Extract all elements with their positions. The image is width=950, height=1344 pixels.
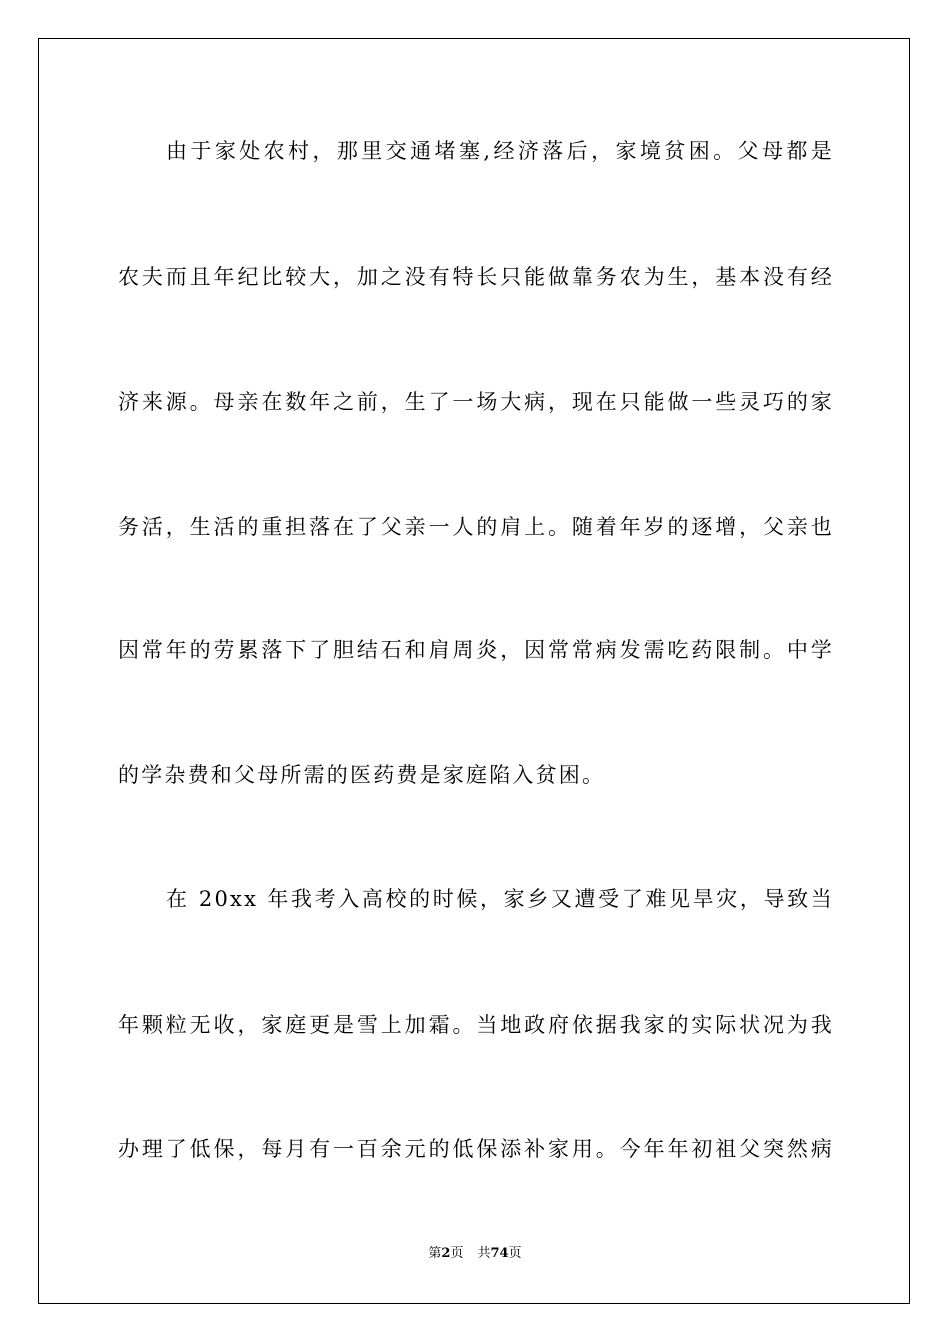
- paragraph-2-line-3: 办理了低保，每月有一百余元的低保添补家用。今年年初祖父突然病: [118, 1137, 834, 1161]
- paragraph-2-line-2: 年颗粒无收，家庭更是雪上加霜。当地政府依据我家的实际状况为我: [118, 1013, 834, 1037]
- paragraph-1-line-3: 济来源。母亲在数年之前，生了一场大病，现在只能做一些灵巧的家: [118, 390, 834, 414]
- paragraph-1-line-5: 因常年的劳累落下了胆结石和肩周炎，因常常病发需吃药限制。中学: [118, 638, 834, 662]
- paragraph-1-line-1: 由于家处农村，那里交通堵塞,经济落后，家境贫困。父母都是: [166, 139, 834, 163]
- page-footer: [0, 1245, 950, 1263]
- total-pages: 74: [490, 1246, 509, 1261]
- paragraph-2-line-1: 在 20xx 年我考入高校的时候，家乡又遭受了难见旱灾，导致当: [166, 887, 834, 911]
- total-prefix: 共: [477, 1246, 491, 1261]
- page-prefix: 第: [428, 1246, 442, 1261]
- paragraph-1-line-4: 务活，生活的重担落在了父亲一人的肩上。随着年岁的逐增，父亲也: [118, 515, 834, 539]
- page-border: [38, 38, 910, 1304]
- paragraph-1-line-2: 农夫而且年纪比较大，加之没有特长只能做靠务农为生，基本没有经: [118, 265, 834, 289]
- total-suffix: 页: [508, 1246, 522, 1261]
- page-suffix: 页: [450, 1246, 464, 1261]
- page-number: 2: [441, 1246, 451, 1261]
- paragraph-1-line-6: 的学杂费和父母所需的医药费是家庭陷入贫困。: [118, 763, 606, 787]
